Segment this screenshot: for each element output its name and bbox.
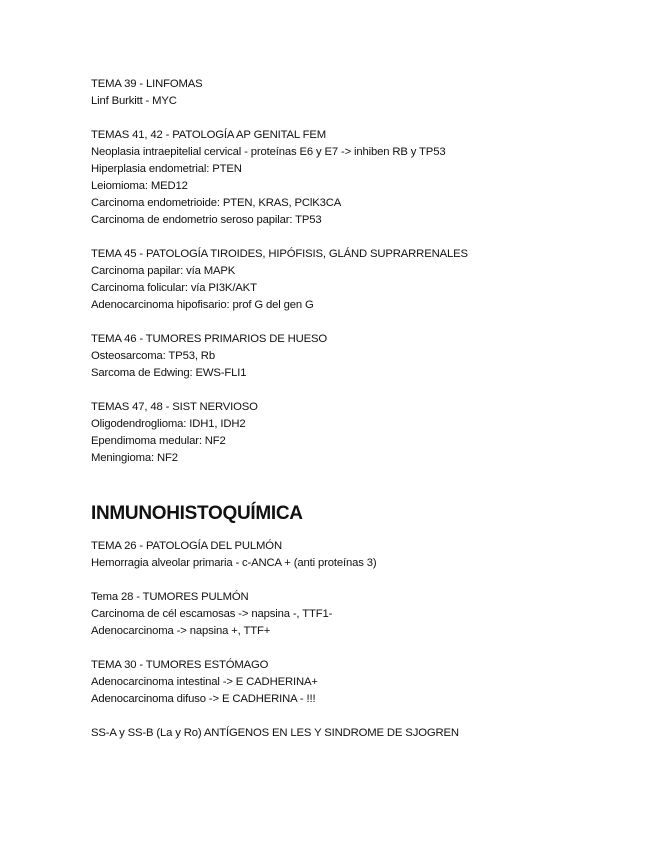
document-content (91, 76, 631, 759)
topic-section (91, 76, 631, 110)
topic-line: Hiperplasia endometrial: PTEN (91, 163, 242, 175)
topic-line: Carcinoma endometrioide: PTEN, KRAS, PClK3CA (91, 197, 342, 209)
topic-line: Adenocarcinoma -> napsina +, TTF+ (91, 625, 271, 637)
topic-title: TEMAS 41, 42 - PATOLOGÍA AP GENITAL FEM (91, 129, 327, 141)
topic-line: Meningioma: NF2 (91, 452, 178, 464)
topic-section (91, 538, 631, 572)
bottom-sections (91, 538, 631, 742)
top-sections (91, 76, 631, 467)
topic-line: Adenocarcinoma intestinal -> E CADHERINA+ (91, 676, 318, 688)
topic-line: Adenocarcinoma difuso -> E CADHERINA - !!! (91, 693, 316, 705)
topic-line: Sarcoma de Edwing: EWS-FLI1 (91, 367, 247, 379)
topic-title: TEMAS 47, 48 - SIST NERVIOSO (91, 401, 258, 413)
topic-line: Oligodendroglioma: IDH1, IDH2 (91, 418, 246, 430)
topic-title: Tema 28 - TUMORES PULMÓN (91, 591, 249, 603)
topic-title: TEMA 39 - LINFOMAS (91, 78, 203, 90)
topic-section (91, 127, 631, 229)
topic-line: Carcinoma de endometrio seroso papilar: TP53 (91, 214, 322, 226)
topic-title: TEMA 30 - TUMORES ESTÓMAGO (91, 659, 269, 671)
topic-title: TEMA 26 - PATOLOGÍA DEL PULMÓN (91, 540, 282, 552)
topic-line: Hemorragia alveolar primaria - c-ANCA + (anti proteínas 3) (91, 557, 377, 569)
topic-line: Carcinoma papilar: vía MAPK (91, 265, 236, 277)
topic-line: Linf Burkitt - MYC (91, 95, 177, 107)
topic-section (91, 725, 631, 742)
topic-title: SS-A y SS-B (La y Ro) ANTÍGENOS EN LES Y SINDROME DE SJOGREN (91, 727, 459, 739)
topic-line: Ependimoma medular: NF2 (91, 435, 226, 447)
topic-title: TEMA 45 - PATOLOGÍA TIROIDES, HIPÓFISIS, GLÁND SUPRARRENALES (91, 248, 468, 260)
section-heading-inmunohistoquimica: INMUNOHISTOQUÍMICA (91, 503, 303, 524)
topic-section (91, 399, 631, 467)
topic-line: Osteosarcoma: TP53, Rb (91, 350, 215, 362)
topic-line: Leiomioma: MED12 (91, 180, 188, 192)
topic-line: Carcinoma folicular: vía PI3K/AKT (91, 282, 257, 294)
topic-line: Neoplasia intraepitelial cervical - proteínas E6 y E7 -> inhiben RB y TP53 (91, 146, 446, 158)
topic-section (91, 657, 631, 708)
topic-section (91, 589, 631, 640)
topic-line: Carcinoma de cél escamosas -> napsina -, TTF1- (91, 608, 333, 620)
topic-section (91, 246, 631, 314)
topic-title: TEMA 46 - TUMORES PRIMARIOS DE HUESO (91, 333, 328, 345)
topic-section (91, 331, 631, 382)
topic-line: Adenocarcinoma hipofisario: prof G del gen G (91, 299, 314, 311)
